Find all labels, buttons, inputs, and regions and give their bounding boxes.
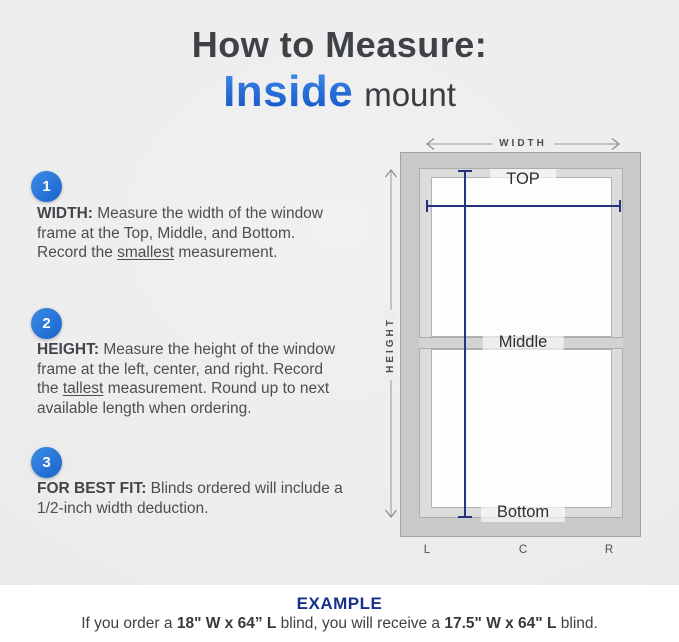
page-title [0,24,679,117]
step-1-underlined-word: smallest [117,244,174,261]
title-line2 [0,67,679,117]
example-sentence [0,615,679,633]
step-3-badge [31,447,62,478]
example-received-size: 17.5" W x 64" L [444,615,557,632]
step-2-text [37,340,342,418]
example-heading: EXAMPLE [296,594,383,613]
step-2-body: Measure the height of the window frame at the left, center, and right. Record the [37,341,336,397]
step-1-number: 1 [42,178,51,195]
width-measurement-line [427,205,620,207]
title-suffix-mount: mount [364,76,456,113]
bottom-position-label: Bottom [481,502,565,522]
step-2-label: HEIGHT: [37,341,99,358]
step-3-text [37,479,369,518]
example-footer [0,585,679,642]
step-3-body: Blinds ordered will include a 1/2-inch width deduction. [37,480,343,517]
step-2-underlined-word: tallest [62,380,104,397]
example-ordered-size: 18" W x 64” L [176,615,277,632]
height-dimension-label: HEIGHT [384,310,398,380]
window-pane-bottom [431,349,612,508]
marker-left: L [423,544,431,556]
step-2-badge [31,308,62,339]
step-2-body-end: measurement. Round up to next available length when ordering. [37,380,330,417]
example-part3: blind. [560,615,598,632]
marker-right: R [604,544,614,556]
example-part2: blind, you will receive a [280,615,441,632]
middle-position-label: Middle [483,332,564,352]
title-line1: How to Measure: [191,24,488,65]
step-1-label: WIDTH: [37,205,93,222]
example-part1: If you order a [81,615,173,632]
marker-center: C [518,544,528,556]
width-dimension-label: WIDTH [492,137,554,151]
title-highlight-inside: Inside [223,67,354,116]
window-pane-top [431,177,612,337]
step-1-badge [31,171,62,202]
step-1-body: Measure the width of the window frame at the Top, Middle, and Bottom. Record the [37,205,323,261]
top-position-label: TOP [490,169,556,189]
step-3-number: 3 [42,454,51,471]
height-measurement-line [464,171,466,517]
step-2-number: 2 [42,315,51,332]
step-1-text [37,204,337,263]
step-1-body-end: measurement. [178,244,278,261]
step-3-label: FOR BEST FIT: [37,480,147,497]
